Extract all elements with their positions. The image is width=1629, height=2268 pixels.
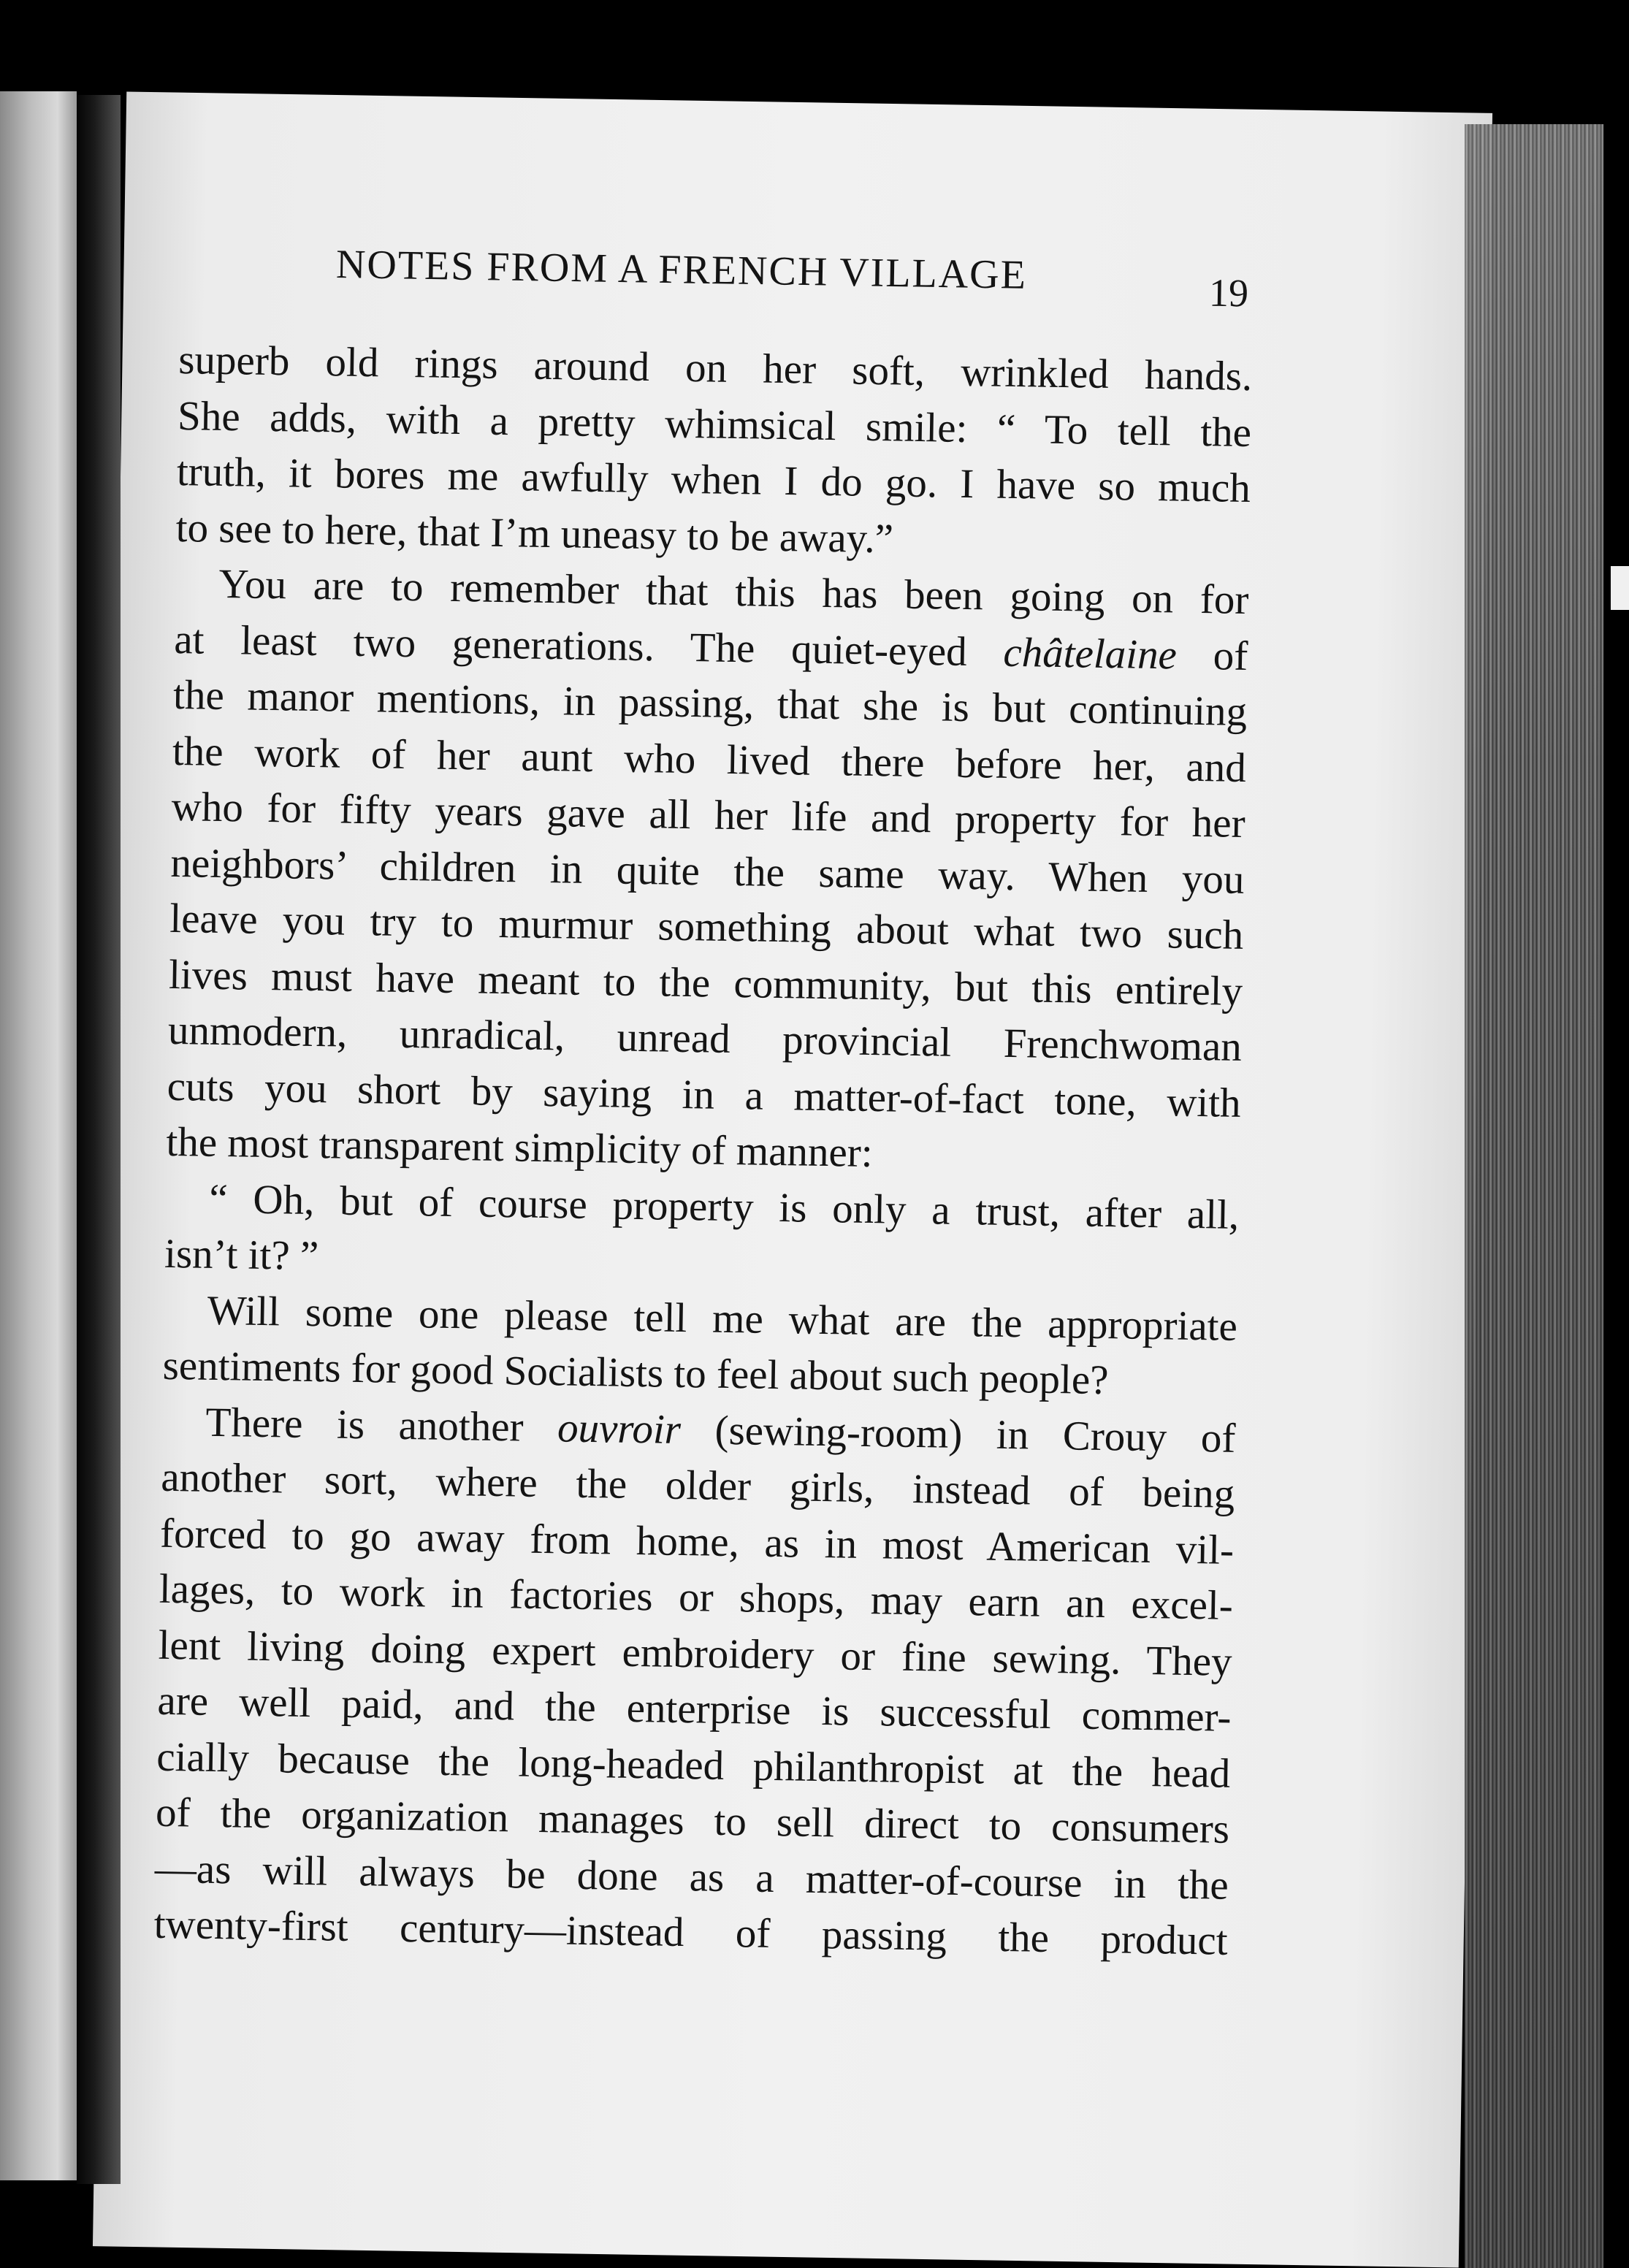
page-stack-shade [1465,124,1603,2268]
text-run: There is another [205,1399,524,1451]
text-line: the work of her aunt who lived there before her, and [172,728,1247,791]
text-line: are well paid, and the enterprise is successful commer- [157,1677,1232,1741]
left-page-edge [0,91,77,2180]
italic-word: châtelaine [1003,629,1178,679]
text-line: lent living doing expert embroidery or fine sewing. They [158,1622,1233,1685]
text-line: “ Oh, but of course property is only a trust, after all, [208,1175,1240,1238]
text-line: another sort, where the older girls, instead of being [160,1454,1235,1517]
text-line: twenty-first century—instead of passing the product [153,1901,1229,1964]
text-line: leave you try to murmur something about what two such [169,895,1244,958]
text-line: truth, it bores me awfully when I do go. I have so much [176,448,1251,512]
gutter-shadow [77,95,121,2184]
text-line: Will some one please tell me what are the appropriate [207,1287,1238,1350]
text-line: lives must have meant to the community, but this entirely [168,951,1243,1015]
text-line: isn’t it? ” [164,1230,319,1280]
text-line: cuts you short by saying in a matter-of-fact tone, with [167,1063,1242,1126]
text-line: the most transparent simplicity of manner: [166,1118,874,1177]
text-line: to see to here, that I’m uneasy to be away.” [175,504,894,562]
text-line: —as will always be done as a matter-of-course in the [154,1845,1229,1909]
text-line: superb old rings around on her soft, wrinkled hands. [178,336,1253,400]
italic-word: ouvroir [557,1404,682,1453]
text-line: unmodern, unradical, unread provincial Frenchwoman [167,1007,1243,1070]
text-line: lages, to work in factories or shops, may earn an excel- [159,1565,1234,1629]
running-head-title: NOTES FROM A FRENCH VILLAGE [335,242,1028,298]
text-line: of the organization manages to sell direct to consumers [155,1789,1230,1852]
text-line: She adds, with a pretty whimsical smile: “ To tell the [177,392,1252,456]
text-line: neighbors’ children in quite the same way. When you [170,839,1245,903]
page-number: 19 [1208,270,1249,316]
text-line: sentiments for good Socialists to feel about such people? [162,1342,1110,1404]
text-line: the manor mentions, in passing, that she is but continuing [172,671,1248,736]
body-text [153,332,1253,1969]
text-run: at least two generations. The quiet-eyed [173,616,968,675]
scan-frame-mark [1611,566,1629,610]
text-run: of [1213,632,1248,679]
text-line: You are to remember that this has been going on for [218,560,1249,624]
text-line: cially because the long-headed philanthropist at the head [156,1733,1231,1797]
text-line: who for fifty years gave all her life and property for her [171,783,1246,847]
text-line: forced to go away from home, as in most American vil- [159,1510,1235,1573]
text-run: (sewing-room) in Crouy of [714,1407,1236,1462]
